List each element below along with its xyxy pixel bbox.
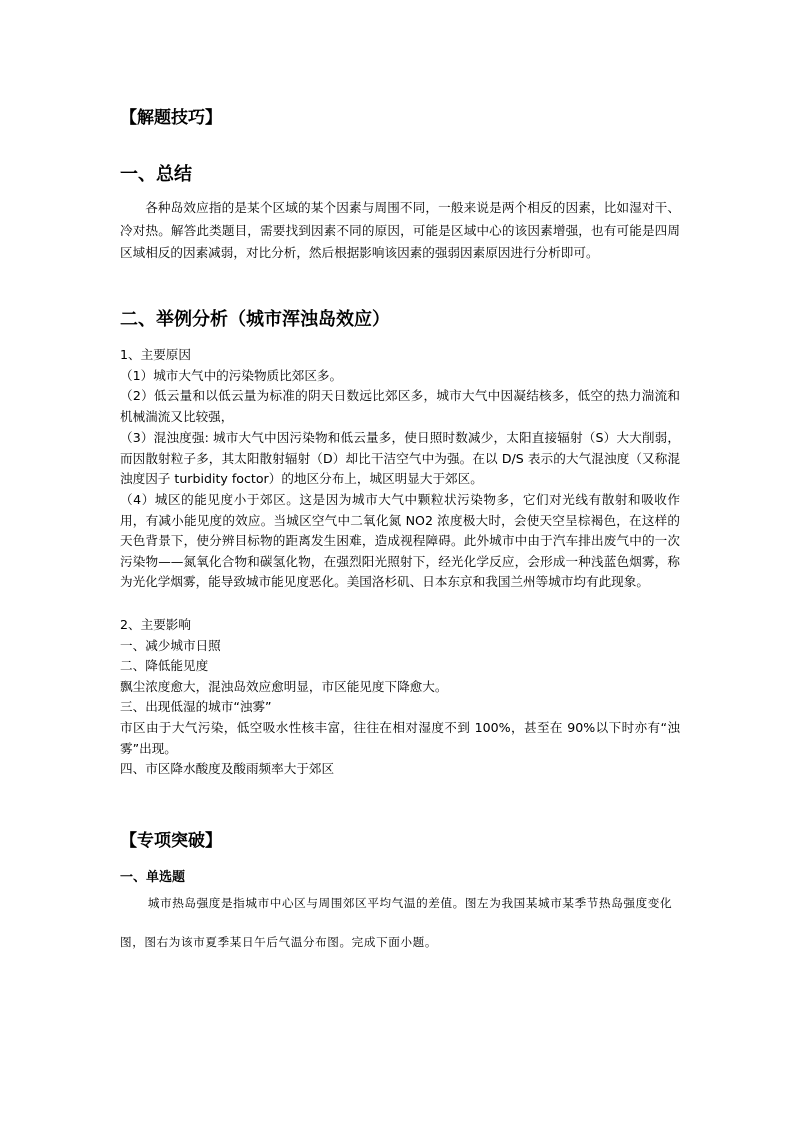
practice-header: 【专项突破】 xyxy=(120,831,222,851)
example-heading: 二、举例分析（城市浑浊岛效应） xyxy=(120,309,390,330)
cause-item-1: （1）城市大气中的污染物质比郊区多。 xyxy=(120,368,343,383)
impact-item-2: 二、降低能见度 xyxy=(120,658,209,673)
cause-item-3: （3）混浊度强: 城市大气中因污染物和低云量多，使日照时数减少，太阳直接辐射（S）大大削弱，而因散射粒子多，其太阳散射辐射（D）却比干洁空气中为强。在以 D/S 表示的大气混浊度（又称混浊度因子 turbidity foctor）的地区分布上，城区明显大于郊区。 xyxy=(120,430,680,486)
tips-header: 【解题技巧】 xyxy=(120,108,222,128)
cause-item-2: （2）低云量和以低云量为标准的阴天日数远比郊区多，城市大气中因凝结核多，低空的热力湍流和机械湍流又比较强， xyxy=(120,388,680,424)
impact-item-3-detail: 市区由于大气污染，低空吸水性核丰富，往往在相对湿度不到 100%，甚至在 90%以下时亦有“浊雾”出现。 xyxy=(120,720,680,756)
cause-item-4: （4）城区的能见度小于郊区。这是因为城市大气中颗粒状污染物多，它们对光线有散射和吸收作用，有减小能见度的效应。当城区空气中二氧化氮 NO2 浓度极大时，会使天空呈棕褐色，在这样的天色背景下，使分辨目标物的距离发生困难，造成视程障碍。此外城市中由于汽车排出废气中的一次污染物——氮氧化合物和碳氢化物，在强烈阳光照射下，经光化学反应，会形成一种浅蓝色烟雾，称为光化学烟雾，能导致城市能见度恶化。美国洛杉矶、日本东京和我国兰州等城市均有此现象。 xyxy=(120,492,680,589)
impact-item-1: 一、减少城市日照 xyxy=(120,638,221,653)
impact-title: 2、主要影响 xyxy=(120,617,191,632)
impact-item-2-detail: 飘尘浓度愈大，混浊岛效应愈明显，市区能见度下降愈大。 xyxy=(120,679,448,694)
cause-title: 1、主要原因 xyxy=(120,347,191,362)
impact-item-4: 四、市区降水酸度及酸雨频率大于郊区 xyxy=(120,761,335,776)
summary-heading: 一、总结 xyxy=(120,164,192,185)
single-choice-heading: 一、单选题 xyxy=(120,870,186,885)
impact-item-3: 三、出现低湿的城市“浊雾” xyxy=(120,699,272,714)
question-text: 城市热岛强度是指城市中心区与周围郊区平均气温的差值。图左为我国某城市某季节热岛强度变化图，图右为该市夏季某日午后气温分布图。完成下面小题。 xyxy=(120,896,673,949)
summary-paragraph: 各种岛效应指的是某个区域的某个因素与周围不同，一般来说是两个相反的因素，比如湿对干、冷对热。解答此类题目，需要找到因素不同的原因，可能是区域中心的该因素增强，也有可能是四周区域相反的因素减弱，对比分析，然后根据影响该因素的强弱因素原因进行分析即可。 xyxy=(120,200,680,260)
